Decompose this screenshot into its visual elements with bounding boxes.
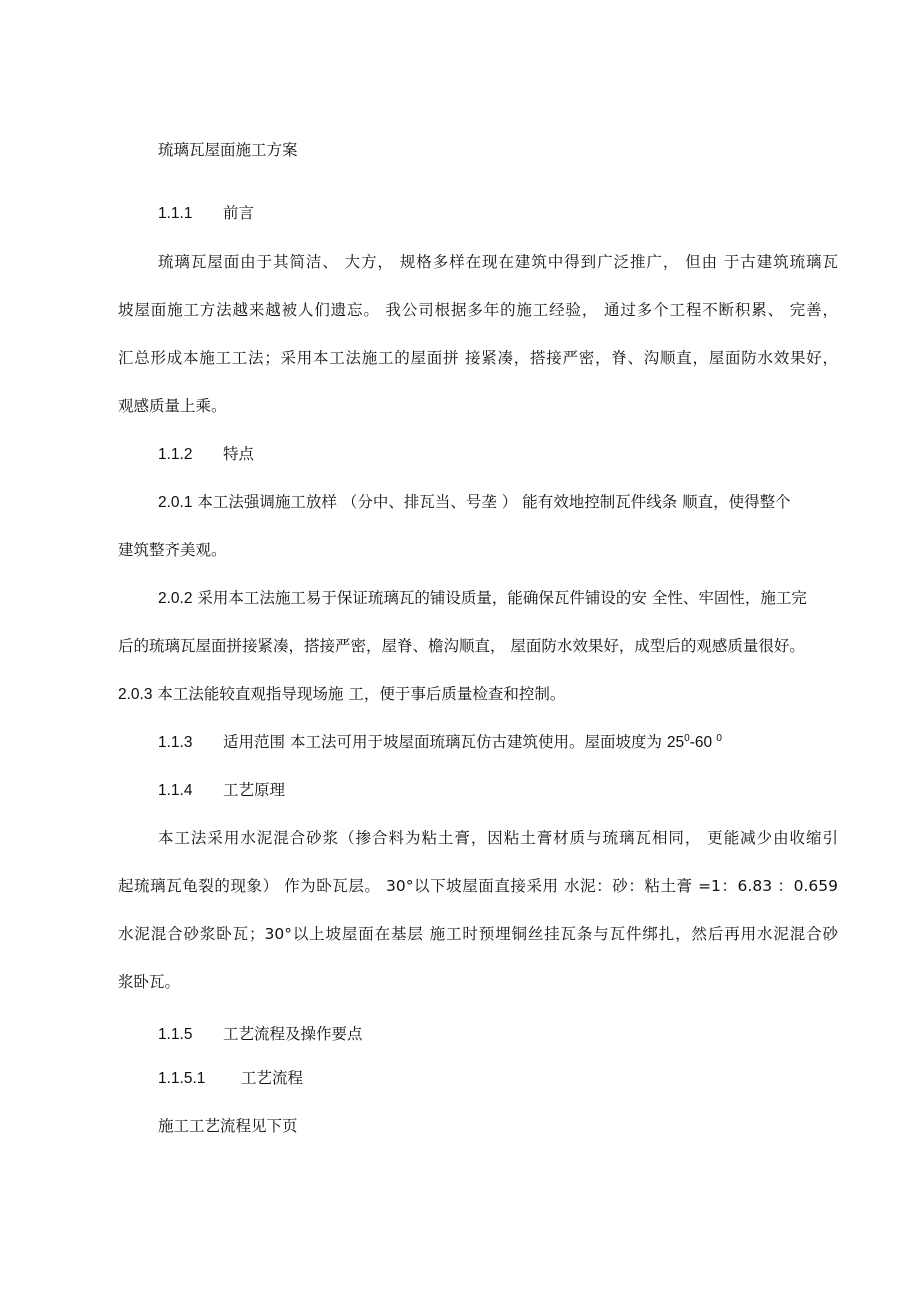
slope-upper: -60: [689, 734, 717, 751]
section-heading-1-1-5: [158, 1024, 363, 1045]
section-label: 前言: [223, 204, 255, 222]
section-number: 1.1.5: [158, 1026, 193, 1043]
feature-2-0-2-line-2: 后的琉璃瓦屋面拼接紧凑，搭接严密，屋脊、檐沟顺直， 屋面防水效果好，成型后的观感质量很好。: [118, 637, 805, 655]
preface-line-1: 琉璃瓦屋面由于其简洁、 大方， 规格多样在现在建筑中得到广泛推广， 但由 于古建筑琉璃瓦: [158, 253, 838, 271]
feature-2-0-1-line-1: 2.0.1 本工法强调施工放样 （分中、排瓦当、号垄 ） 能有效地控制瓦件线条 顺直，使得整个: [158, 493, 791, 511]
preface-line-2: 坡屋面施工方法越来越被人们遗忘。 我公司根据多年的施工经验， 通过多个工程不断积累、 完善，: [118, 301, 838, 319]
preface-line-4: 观感质量上乘。: [118, 397, 227, 415]
preface-line-3: 汇总形成本施工工法；采用本工法施工的屋面拼 接紧凑，搭接严密，脊、沟顺直，屋面防水效果好，: [118, 349, 838, 367]
principle-line-3: 水泥混合砂浆卧瓦；30°以上坡屋面在基层 施工时预埋铜丝挂瓦条与瓦件绑扎，然后再用水泥混合砂: [118, 925, 838, 943]
feature-2-0-2-line-1: 2.0.2 采用本工法施工易于保证琉璃瓦的铺设质量，能确保瓦件铺设的安 全性、牢固性，施工完: [158, 589, 807, 607]
principle-line-4: 浆卧瓦。: [118, 973, 181, 991]
section-number: 1.1.1: [158, 205, 193, 222]
section-number: 1.1.2: [158, 446, 193, 463]
section-number: 1.1.3: [158, 734, 193, 751]
section-heading-1-1-3: [158, 732, 722, 753]
item-number: 2.0.3: [118, 686, 153, 703]
flow-note: 施工工艺流程见下页: [158, 1117, 298, 1135]
feature-2-0-1-line-2: 建筑整齐美观。: [118, 541, 227, 559]
section-label: 工艺原理: [223, 781, 286, 799]
section-label: 工艺流程及操作要点: [223, 1025, 363, 1043]
section-heading-1-1-5-1: [158, 1068, 303, 1089]
slope-lower: 25: [666, 734, 685, 751]
section-heading-1-1-1: [158, 203, 254, 224]
section-number: 1.1.4: [158, 782, 193, 799]
section-label: 特点: [223, 445, 255, 463]
scope-text: 本工法可用于坡屋面琉璃瓦仿古建筑使用。屋面坡度为: [285, 733, 667, 751]
item-number: 2.0.2: [158, 590, 193, 607]
degree-sup-1: 0: [684, 732, 690, 744]
principle-line-2: 起琉璃瓦龟裂的现象） 作为卧瓦层。 30°以下坡屋面直接采用 水泥：砂：粘土膏 =1：6.83 ：0.659: [118, 877, 838, 895]
principle-line-1: 本工法采用水泥混合砂浆（掺合料为粘土膏，因粘土膏材质与琉璃瓦相同， 更能减少由收缩引: [158, 829, 838, 847]
item-number: 2.0.1: [158, 494, 193, 511]
section-number: 1.1.5.1: [158, 1070, 206, 1087]
document-title: 琉璃瓦屋面施工方案: [158, 141, 298, 159]
section-label: 适用范围: [223, 733, 286, 751]
degree-sup-2: 0: [716, 732, 722, 744]
section-heading-1-1-2: [158, 444, 254, 465]
section-heading-1-1-4: [158, 780, 285, 801]
feature-2-0-3-line-1: 2.0.3 本工法能较直观指导现场施 工，便于事后质量检查和控制。: [118, 685, 566, 703]
section-label: 工艺流程: [241, 1069, 304, 1087]
